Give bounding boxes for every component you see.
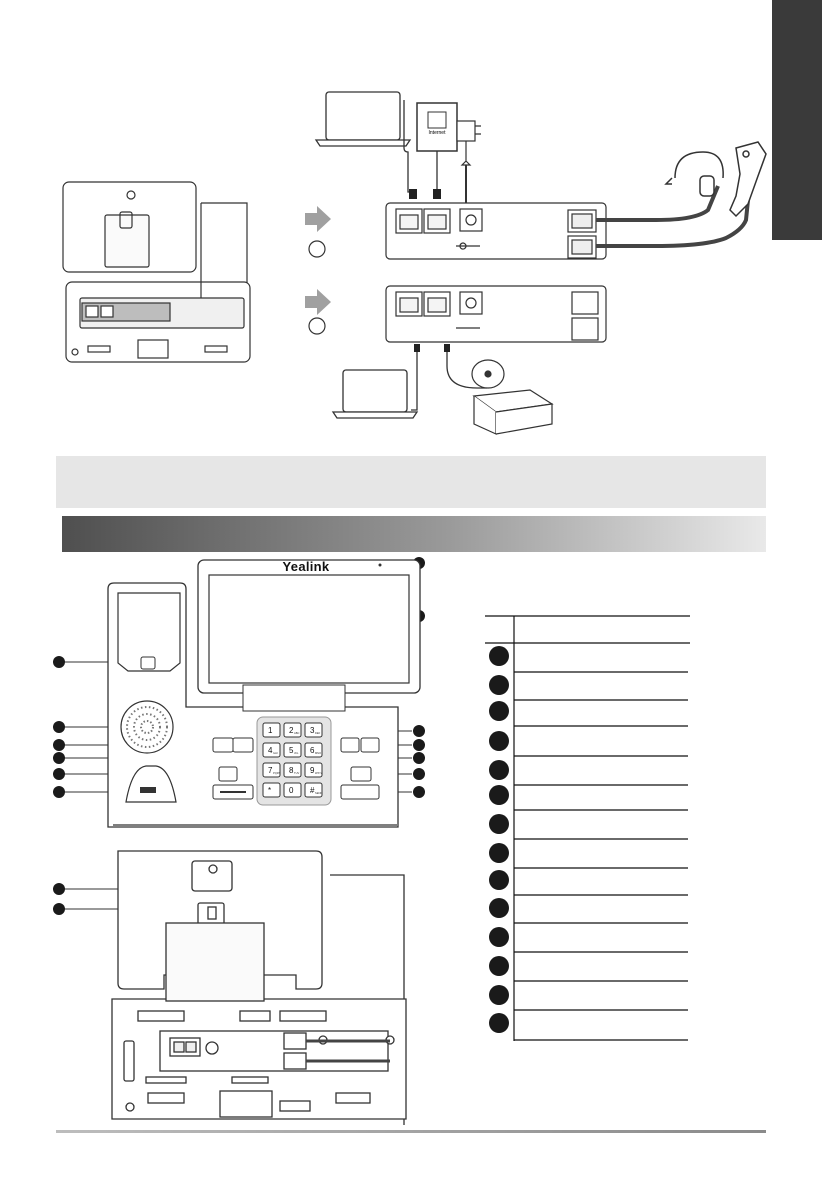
power-adapter-icon — [457, 121, 481, 207]
callout-marker — [413, 739, 425, 751]
callout-marker — [53, 752, 65, 764]
legend-table — [480, 610, 700, 1050]
keypad-letters: SEND — [315, 792, 323, 795]
mic-grille — [140, 787, 156, 793]
callout-marker — [53, 883, 65, 895]
legend-number-bullet — [489, 646, 509, 666]
callout-marker — [413, 725, 425, 737]
headset-key[interactable] — [213, 738, 233, 752]
keypad-digit: 7 — [268, 766, 273, 775]
step-circle — [309, 318, 325, 334]
legend-rows — [489, 646, 688, 1040]
legend-number-bullet — [489, 898, 509, 918]
laptop-icon — [316, 92, 410, 146]
keypad-letters: MNO — [315, 752, 322, 755]
keypad-letters: GHI — [273, 752, 278, 755]
keypad-digit: 8 — [289, 766, 294, 775]
keypad-digit: * — [268, 786, 272, 795]
legend-number-bullet — [489, 843, 509, 863]
keypad-digit: 9 — [310, 766, 315, 775]
phone-back-view — [63, 182, 250, 362]
rj45-plug — [433, 189, 441, 199]
footer-rule — [56, 1130, 766, 1133]
legend-number-bullet — [489, 760, 509, 780]
message-key[interactable] — [233, 738, 253, 752]
speaker-grille — [121, 701, 173, 753]
legend-number-bullet — [489, 675, 509, 695]
internet-jack — [417, 103, 457, 151]
legend-number-bullet — [489, 785, 509, 805]
keypad-letters: WXYZ — [315, 772, 323, 775]
phone-base-unit-bottom — [386, 286, 606, 342]
keypad-digit: 4 — [268, 746, 273, 755]
section-header-band — [62, 516, 766, 552]
router-icon — [472, 360, 552, 434]
laptop-icon — [333, 370, 417, 418]
keypad-digit: 1 — [268, 726, 273, 735]
callout-marker — [53, 903, 65, 915]
legend-number-bullet — [489, 731, 509, 751]
keypad-letters: PQRS — [273, 772, 281, 775]
handset-icon — [730, 142, 766, 216]
callout-marker — [413, 752, 425, 764]
legend-number-bullet — [489, 814, 509, 834]
headset-icon — [666, 152, 723, 196]
power-led — [379, 564, 382, 567]
arrow-right-icon — [305, 206, 331, 232]
callout-marker — [53, 786, 65, 798]
keypad-letters: TUV — [294, 772, 300, 775]
arrow-right-icon — [305, 289, 331, 315]
legend-number-bullet — [489, 870, 509, 890]
legend-number-bullet — [489, 956, 509, 976]
step-circle — [309, 241, 325, 257]
keypad-letters: ABC — [294, 732, 300, 735]
callout-marker — [53, 768, 65, 780]
redial-key[interactable] — [219, 767, 237, 781]
legend-number-bullet — [489, 985, 509, 1005]
brand-logo: Yealink — [282, 559, 330, 574]
rj45-plug — [409, 189, 417, 199]
callout-marker — [53, 721, 65, 733]
keypad-key[interactable] — [263, 783, 280, 797]
keypad-digit: # — [310, 786, 315, 795]
keypad-digit: 5 — [289, 746, 294, 755]
keypad-digit: 0 — [289, 786, 294, 795]
phone-base-unit-top — [386, 203, 606, 259]
keypad-letters: JKL — [294, 752, 299, 755]
keypad-digit: 6 — [310, 746, 315, 755]
legend-number-bullet — [489, 701, 509, 721]
keypad-letters: DEF — [315, 732, 321, 735]
mute-key[interactable] — [361, 738, 379, 752]
phone-front-view — [0, 555, 470, 845]
speakerphone-key[interactable] — [341, 785, 379, 799]
info-band — [56, 456, 766, 508]
phone-back-view-lower — [0, 845, 470, 1125]
hold-key[interactable] — [341, 738, 359, 752]
callout-marker — [413, 768, 425, 780]
transfer-key[interactable] — [351, 767, 371, 781]
callout-marker — [53, 739, 65, 751]
internet-jack-label: Internet — [428, 130, 446, 136]
hookswitch — [141, 657, 155, 669]
connection-diagram — [0, 0, 822, 450]
touch-screen — [198, 560, 420, 711]
keypad-digit: 2 — [289, 726, 294, 735]
callout-marker — [53, 656, 65, 668]
legend-number-bullet — [489, 927, 509, 947]
callout-marker — [413, 786, 425, 798]
keypad-digit: 3 — [310, 726, 315, 735]
legend-number-bullet — [489, 1013, 509, 1033]
